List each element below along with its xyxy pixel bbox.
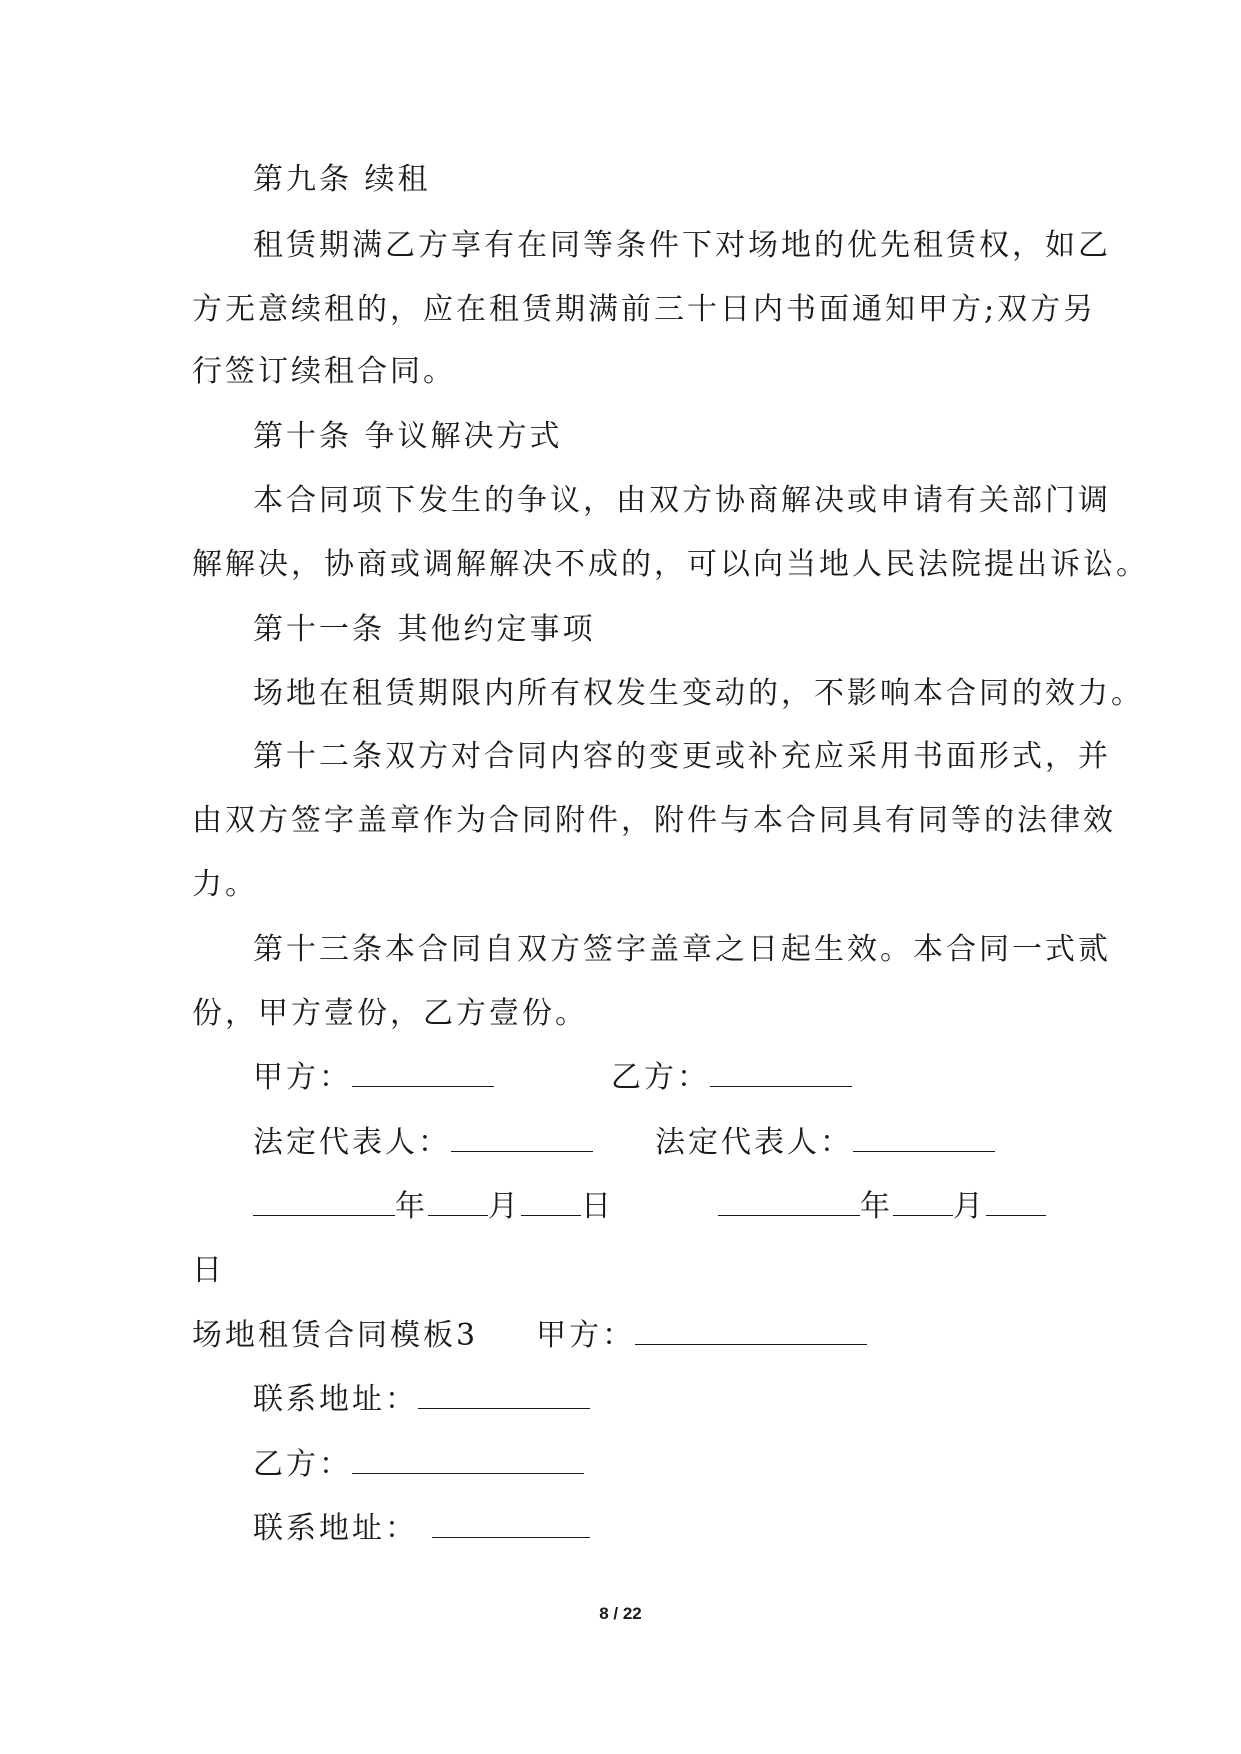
month-label: 月 (953, 1189, 986, 1224)
party-b-label: 乙方： (611, 1060, 710, 1095)
party-b-blank (710, 1062, 852, 1087)
day-label: 日 (581, 1189, 614, 1224)
rep-b-blank (853, 1127, 995, 1152)
date-b-year-blank (718, 1191, 860, 1216)
article-9-line-2: 方无意续租的，应在租赁期满前三十日内书面通知甲方;双方另 (192, 292, 1097, 327)
party-a-signature-line (253, 1058, 494, 1098)
year-label: 年 (395, 1189, 428, 1224)
article-9-line-1: 租赁期满乙方享有在同等条件下对场地的优先租赁权，如乙 (253, 228, 1111, 263)
template-3-party-a-label: 甲方： (536, 1318, 636, 1353)
rep-a-label: 法定代表人： (253, 1125, 451, 1160)
address-2-blank (432, 1513, 590, 1538)
date-a-line (253, 1187, 614, 1227)
rep-b-label: 法定代表人： (655, 1125, 853, 1160)
rep-a-signature-line (253, 1123, 593, 1163)
template-3-party-a-blank (635, 1320, 867, 1345)
article-13-line-1: 第十三条本合同自双方签字盖章之日起生效。本合同一式贰 (253, 932, 1111, 967)
article-10-heading: 第十条 争议解决方式 (253, 419, 563, 454)
rep-b-signature-line (655, 1123, 995, 1163)
article-12-line-3: 力。 (192, 867, 258, 902)
date-b-month-blank (893, 1191, 953, 1216)
month-label: 月 (488, 1189, 521, 1224)
article-12-line-1: 第十二条双方对合同内容的变更或补充应采用书面形式，并 (253, 739, 1111, 774)
article-9-heading: 第九条 续租 (253, 162, 431, 197)
address-blank (418, 1384, 590, 1409)
article-11-line-1: 场地在租赁期限内所有权发生变动的，不影响本合同的效力。 (253, 676, 1144, 711)
date-b-line (718, 1187, 1046, 1227)
template-3-title: 场地租赁合同模板3 (192, 1318, 479, 1353)
party-a-label: 甲方： (253, 1060, 352, 1095)
party-b-signature-line (611, 1058, 852, 1098)
party-a-blank (352, 1062, 494, 1087)
template-3-address-2-line (253, 1509, 590, 1549)
page-number: 8 / 22 (599, 1604, 642, 1623)
template-3-party-b-label: 乙方： (253, 1447, 352, 1482)
template-3-party-b-line (253, 1445, 584, 1485)
address-label: 联系地址： (253, 1382, 418, 1417)
date-a-year-blank (253, 1191, 395, 1216)
template-3-address-line (253, 1380, 590, 1420)
article-13-line-2: 份，甲方壹份，乙方壹份。 (192, 996, 588, 1031)
article-10-line-1: 本合同项下发生的争议，由双方协商解决或申请有关部门调 (253, 483, 1111, 518)
article-9-line-3: 行签订续租合同。 (192, 354, 456, 389)
address-2-label: 联系地址： (253, 1511, 418, 1546)
rep-a-blank (451, 1127, 593, 1152)
date-b-day-line: 日 (192, 1253, 225, 1288)
article-10-line-2: 解解决，协商或调解解决不成的，可以向当地人民法院提出诉讼。 (192, 547, 1149, 582)
date-a-month-blank (428, 1191, 488, 1216)
article-11-heading: 第十一条 其他约定事项 (253, 612, 596, 647)
date-b-day-blank (986, 1191, 1046, 1216)
template-3-title-line (192, 1316, 867, 1356)
date-a-day-blank (521, 1191, 581, 1216)
template-3-party-b-blank (352, 1449, 584, 1474)
article-12-line-2: 由双方签字盖章作为合同附件，附件与本合同具有同等的法律效 (192, 803, 1116, 838)
year-label: 年 (860, 1189, 893, 1224)
